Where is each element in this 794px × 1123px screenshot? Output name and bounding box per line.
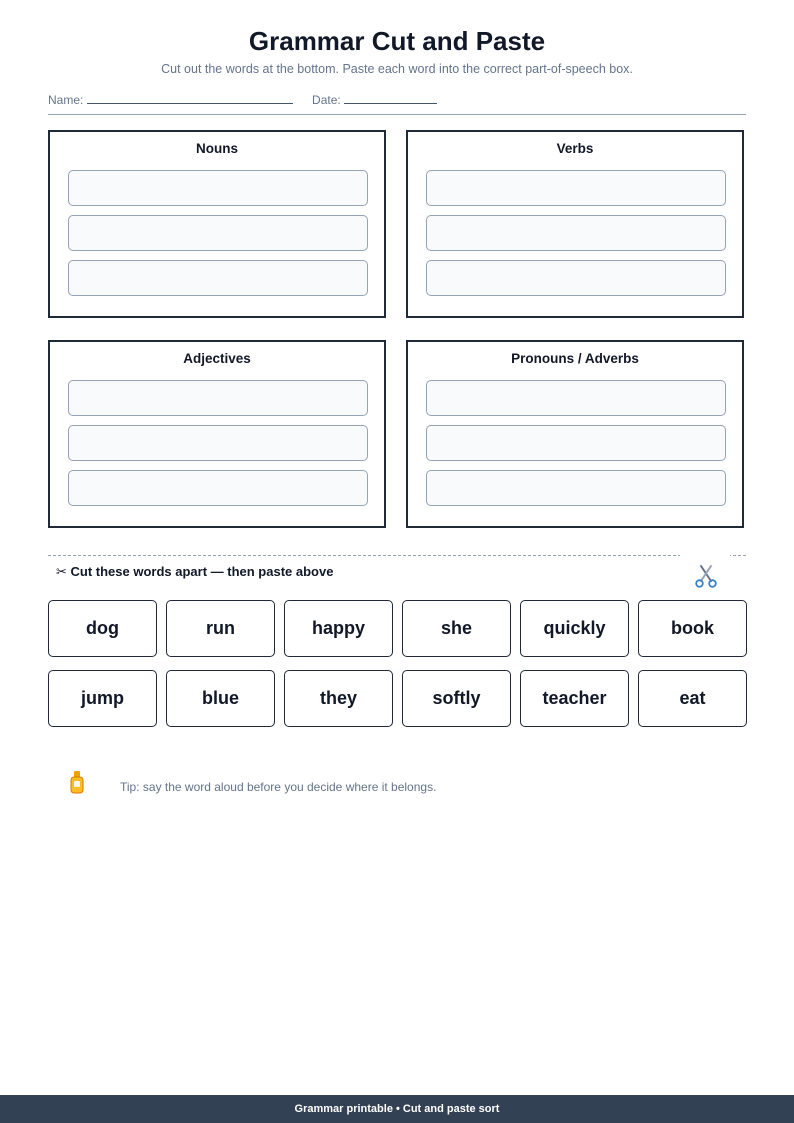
date-field[interactable] [344, 92, 437, 104]
word-card[interactable]: they [284, 670, 393, 727]
paste-slot[interactable] [426, 215, 726, 251]
date-label: Date: [312, 93, 341, 107]
footer-text: Grammar printable • Cut and paste sort [294, 1103, 500, 1115]
category-box-adjectives [48, 340, 386, 528]
paste-slot[interactable] [426, 470, 726, 506]
category-title: Pronouns / Adverbs [511, 351, 639, 366]
word-card[interactable]: blue [166, 670, 275, 727]
word-card[interactable]: jump [48, 670, 157, 727]
header-divider [48, 114, 746, 115]
word-card[interactable]: dog [48, 600, 157, 657]
category-title: Verbs [556, 141, 594, 156]
paste-slot[interactable] [68, 260, 368, 296]
name-date-fields [48, 92, 437, 107]
paste-slot[interactable] [68, 170, 368, 206]
word-card[interactable]: softly [402, 670, 511, 727]
word-card[interactable]: run [166, 600, 275, 657]
paste-slot[interactable] [68, 215, 368, 251]
page-subtitle: Cut out the words at the bottom. Paste each word into the correct part-of-speech box. [161, 62, 633, 76]
word-card[interactable]: book [638, 600, 747, 657]
name-field[interactable] [87, 92, 293, 104]
footer [0, 1095, 794, 1123]
word-card[interactable]: eat [638, 670, 747, 727]
category-title: Nouns [196, 141, 238, 156]
category-box-verbs [406, 130, 744, 318]
paste-slot[interactable] [426, 170, 726, 206]
cut-instructions: ✂ Cut these words apart — then paste above [56, 564, 334, 579]
name-label: Name: [48, 93, 84, 107]
scissors-icon [692, 562, 720, 590]
category-title: Adjectives [183, 351, 251, 366]
paste-slot[interactable] [68, 425, 368, 461]
word-card[interactable]: quickly [520, 600, 629, 657]
category-box-pronouns-adverbs [406, 340, 744, 528]
cut-line [48, 555, 746, 556]
glue-bottle-icon [66, 770, 88, 796]
paste-slot[interactable] [426, 380, 726, 416]
paste-slot[interactable] [68, 380, 368, 416]
paste-slot[interactable] [68, 470, 368, 506]
word-card[interactable]: happy [284, 600, 393, 657]
word-card[interactable]: she [402, 600, 511, 657]
paste-slot[interactable] [426, 425, 726, 461]
paste-slot[interactable] [426, 260, 726, 296]
word-card[interactable]: teacher [520, 670, 629, 727]
tip-text: Tip: say the word aloud before you decide where it belongs. [120, 780, 437, 794]
category-box-nouns [48, 130, 386, 318]
page-title: Grammar Cut and Paste [248, 26, 546, 56]
